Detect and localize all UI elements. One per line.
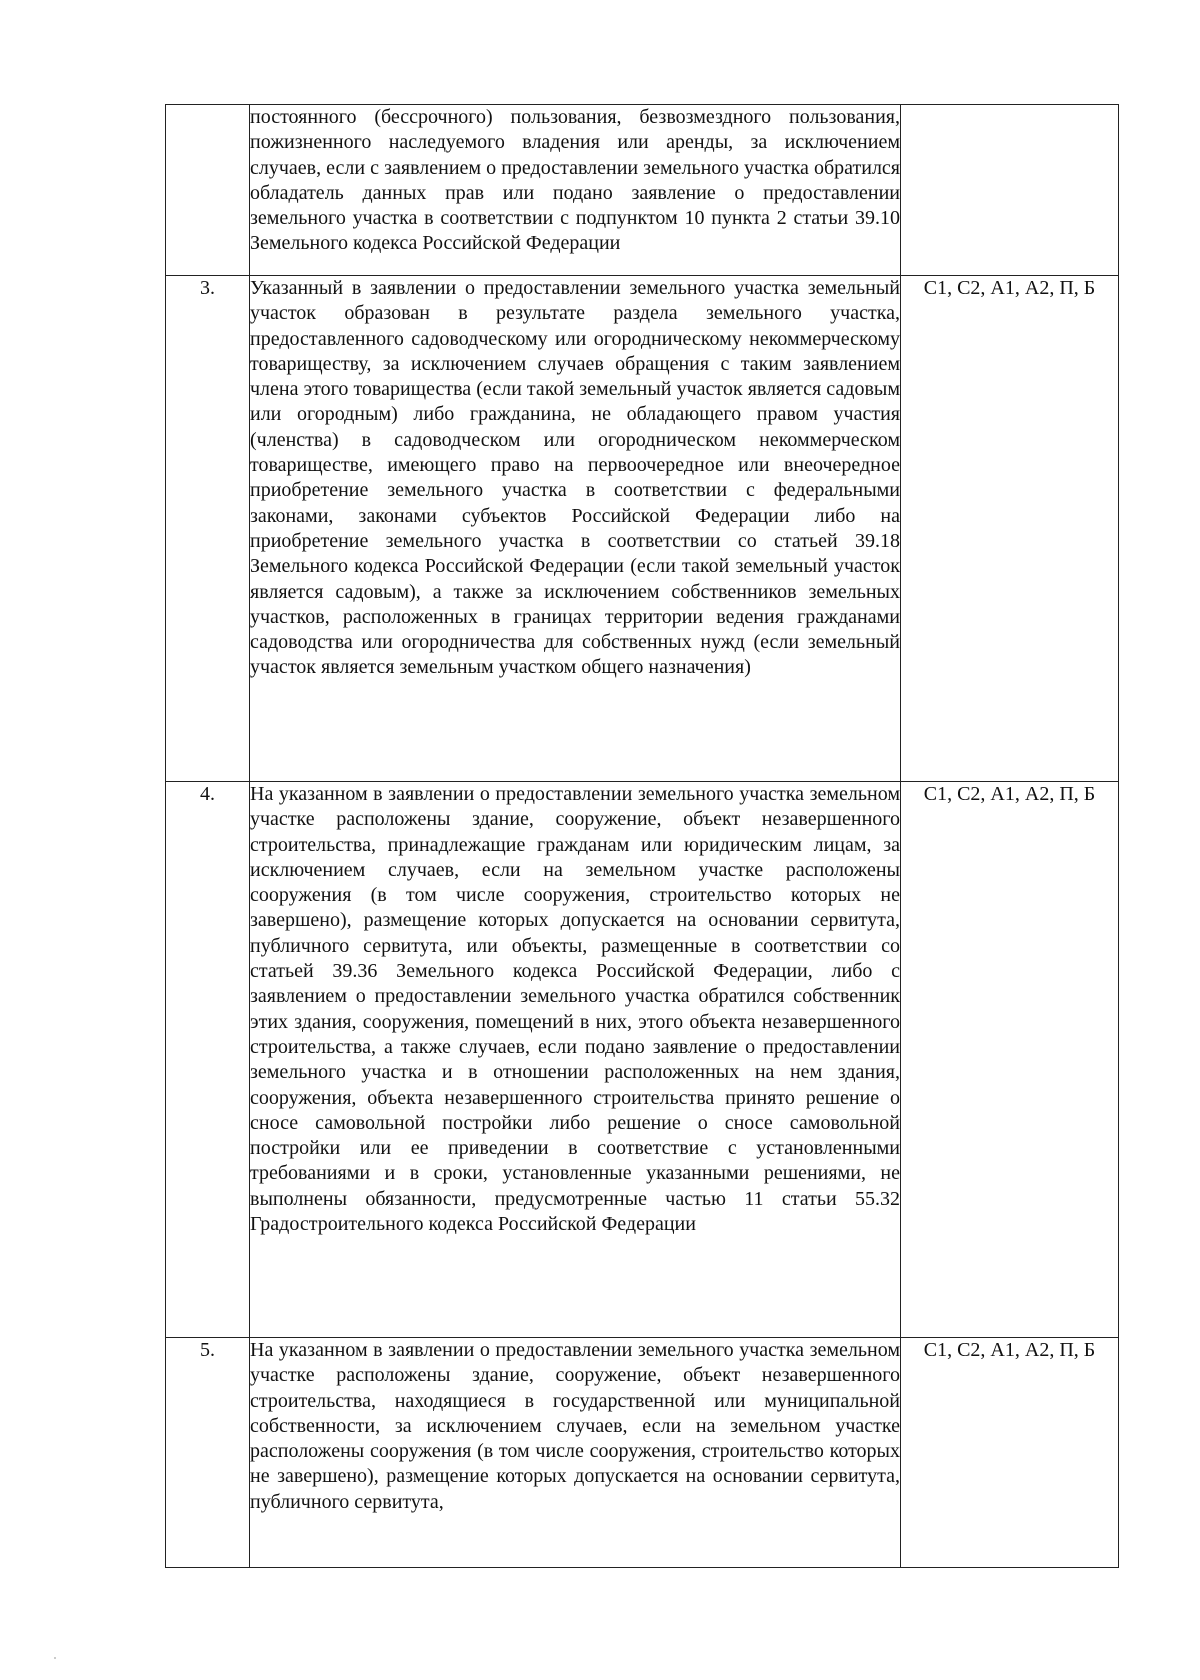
table-row	[166, 276, 1119, 782]
row-text: Указанный в заявлении о предоставлении земельного участка земельный участок образован в результате раздела земельного участка, предоставленного садоводческому или огородническому некоммерческому товариществу, за исключением случаев обращения с таким заявлением члена этого товарищества (если такой земельный участок является садовым или огородным) либо гражданина, не обладающего правом участия (членства) в садоводческом или огородническом некоммерческом товариществе, имеющего право на первоочередное или внеочередное приобретение земельного участка в соответствии с федеральными законами, законами субъектов Российской Федерации либо на приобретение земельного участка в соответствии со статьей 39.18 Земельного кодекса Российской Федерации (если такой земельный участок является садовым), а также за исключением собственников земельных участков, расположенных в границах территории ведения гражданами садоводства или огородничества для собственных нужд (если земельный участок является земельным участком общего назначения)	[250, 276, 901, 782]
table-row	[166, 1338, 1119, 1568]
scan-speck	[54, 1657, 56, 1659]
row-number: 5.	[166, 1338, 250, 1568]
row-text: На указанном в заявлении о предоставлении земельного участка земельном участке расположены здание, сооружение, объект незавершенного строительства, принадлежащие гражданам или юридическим лицам, за исключением случаев, если на земельном участке расположены сооружения (в том числе сооружения, строительство которых не завершено), размещение которых допускается на основании сервитута, публичного сервитута, или объекты, размещенные в соответствии со статьей 39.36 Земельного кодекса Российской Федерации, либо с заявлением о предоставлении земельного участка обратился собственник этих здания, сооружения, помещений в них, этого объекта незавершенного строительства, а также случаев, если подано заявление о предоставлении земельного участка и в отношении расположенных на нем здания, сооружения, объекта незавершенного строительства принято решение о сносе самовольной постройки либо решение о сносе самовольной постройки или ее приведении в соответствие с установленными требованиями и в сроки, установленные указанными решениями, не выполнены обязанности, предусмотренные частью 11 статьи 55.32 Градостроительного кодекса Российской Федерации	[250, 782, 901, 1338]
row-number: 4.	[166, 782, 250, 1338]
row-codes: С1, С2, А1, А2, П, Б	[901, 1338, 1119, 1568]
table-row	[166, 782, 1119, 1338]
row-codes: С1, С2, А1, А2, П, Б	[901, 782, 1119, 1338]
row-text: На указанном в заявлении о предоставлении земельного участка земельном участке расположены здание, сооружение, объект незавершенного строительства, находящиеся в государственной или муниципальной собственности, за исключением случаев, если на земельном участке расположены сооружения (в том числе сооружения, строительство которых не завершено), размещение которых допускается на основании сервитута, публичного сервитута,	[250, 1338, 901, 1568]
grounds-table	[165, 104, 1119, 1568]
row-number	[166, 105, 250, 276]
table-row	[166, 105, 1119, 276]
row-text: постоянного (бессрочного) пользования, безвозмездного пользования, пожизненного наследуемого владения или аренды, за исключением случаев, если с заявлением о предоставлении земельного участка обратился обладатель данных прав или подано заявление о предоставлении земельного участка в соответствии с подпунктом 10 пункта 2 статьи 39.10 Земельного кодекса Российской Федерации	[250, 105, 901, 276]
row-number: 3.	[166, 276, 250, 782]
row-codes: С1, С2, А1, А2, П, Б	[901, 276, 1119, 782]
row-codes	[901, 105, 1119, 276]
